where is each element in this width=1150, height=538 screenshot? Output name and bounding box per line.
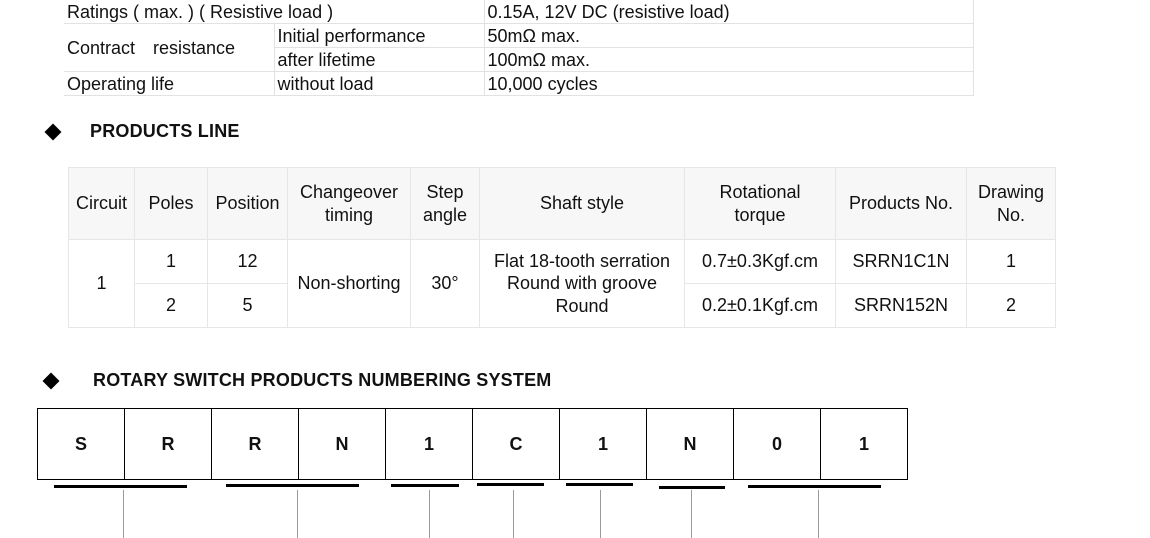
header-changeover [288,168,411,240]
header-poles: Poles [135,168,208,240]
code-char-box: N [298,408,386,480]
code-char-box: R [211,408,299,480]
shaft-style-cell [480,240,685,328]
numbering-boxes [37,408,908,480]
contact-resistance-label: Contract resistance [64,24,274,72]
step-angle-cell: 30° [411,240,480,328]
header-circuit: Circuit [69,168,135,240]
position-cell: 5 [208,284,288,328]
products-no-cell: SRRN1C1N [836,240,967,284]
poles-cell: 2 [135,284,208,328]
header-step-line1: Step [426,181,464,202]
ratings-label: Ratings ( max. ) ( Resistive load ) [64,0,484,24]
header-position: Position [208,168,288,240]
header-shaft-style: Shaft style [480,168,685,240]
shaft-line-1: Flat 18-tooth serration [493,250,671,271]
code-char-box: S [37,408,125,480]
after-lifetime-label: after lifetime [274,48,484,72]
drawing-no-cell: 1 [967,240,1056,284]
spec-row-ratings [64,0,973,24]
operating-life-condition: without load [274,72,484,96]
group-underline [748,485,881,488]
header-drawing-line2: No. [996,204,1025,225]
changeover-cell: Non-shorting [288,240,411,328]
header-drawing-no [967,168,1056,240]
spec-row-life [64,72,973,96]
bullet-diamond-icon [43,373,60,390]
spec-row-initial [64,24,973,48]
header-step-line2: angle [422,204,468,225]
code-char-box: 1 [559,408,647,480]
group-underline [391,484,459,487]
products-table [68,167,1056,328]
header-step-angle [411,168,480,240]
group-underline [477,483,544,486]
leader-line [600,490,601,538]
shaft-line-2: Round with groove [506,273,658,294]
operating-life-value: 10,000 cycles [484,72,973,96]
torque-cell: 0.7±0.3Kgf.cm [685,240,836,284]
code-char-box: C [472,408,560,480]
drawing-no-cell: 2 [967,284,1056,328]
code-char-box: 1 [820,408,908,480]
leader-line [297,490,298,538]
leader-line [818,490,819,538]
position-cell: 12 [208,240,288,284]
shaft-line-3: Round [555,295,609,316]
group-underline [659,486,725,489]
code-char-box: R [124,408,212,480]
spec-table [64,0,974,96]
group-underline [54,485,187,488]
header-rotational-torque [685,168,836,240]
header-changeover-line2: timing [324,204,373,225]
products-no-cell: SRRN152N [836,284,967,328]
poles-cell: 1 [135,240,208,284]
initial-performance-value: 50mΩ max. [484,24,973,48]
code-char-box: N [646,408,734,480]
header-drawing-line1: Drawing [977,181,1045,202]
code-char-box: 0 [733,408,821,480]
products-line-heading: PRODUCTS LINE [90,121,240,141]
group-underline [566,483,633,486]
after-lifetime-value: 100mΩ max. [484,48,973,72]
group-underline [226,484,359,487]
leader-line [691,490,692,538]
table-row [69,240,1056,284]
leader-line [123,490,124,538]
bullet-diamond-icon [45,124,62,141]
leader-line [429,490,430,538]
header-torque-line1: Rotational [719,181,801,202]
leader-line [513,490,514,538]
code-char-box: 1 [385,408,473,480]
ratings-value: 0.15A, 12V DC (resistive load) [484,0,973,24]
operating-life-label: Operating life [64,72,274,96]
products-header-row [69,168,1056,240]
header-changeover-line1: Changeover [299,181,399,202]
numbering-system-heading: ROTARY SWITCH PRODUCTS NUMBERING SYSTEM [93,370,552,390]
initial-performance-label: Initial performance [274,24,484,48]
header-torque-line2: torque [734,204,786,225]
circuit-cell: 1 [69,240,135,328]
torque-cell: 0.2±0.1Kgf.cm [685,284,836,328]
header-products-no: Products No. [836,168,967,240]
